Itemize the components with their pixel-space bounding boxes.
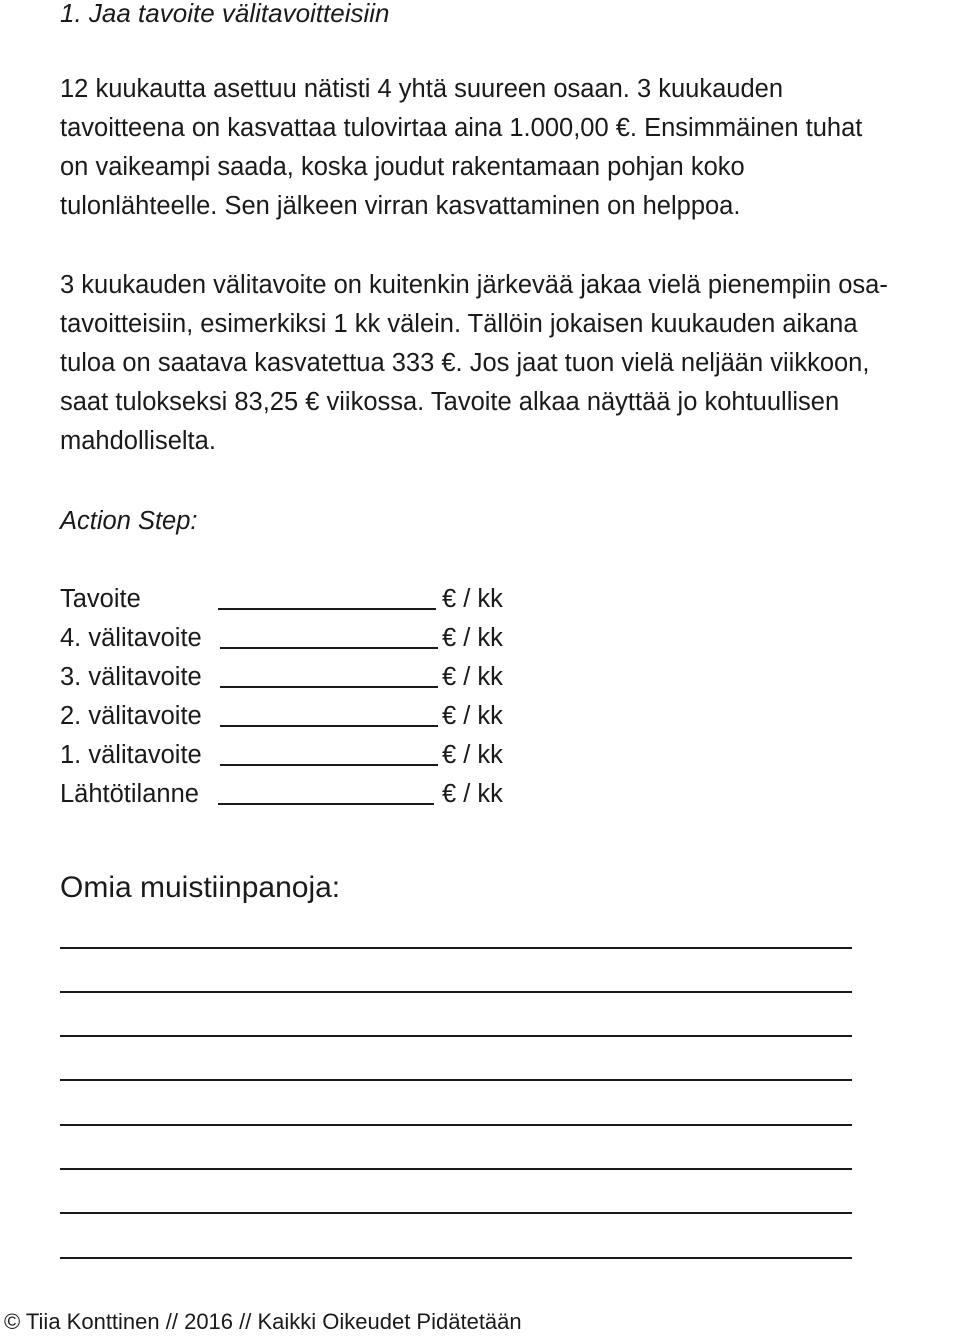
note-line[interactable] xyxy=(60,947,852,949)
goal-step-row xyxy=(60,658,520,697)
paragraph-line: mahdolliselta. xyxy=(60,427,216,455)
note-line[interactable] xyxy=(60,1212,852,1214)
paragraph-line: tuloa on saatava kasvatettua 333 €. Jos jaat tuon vielä neljään viikkoon, xyxy=(60,349,870,377)
paragraph-line: on vaikeampi saada, koska joudut rakentamaan pohjan koko xyxy=(60,153,745,181)
paragraph-line: tulonlähteelle. Sen jälkeen virran kasvattaminen on helppoa. xyxy=(60,192,741,220)
paragraph-line: 3 kuukauden välitavoite on kuitenkin järkevää jakaa vielä pienempiin osa- xyxy=(60,271,888,299)
note-line[interactable] xyxy=(60,1168,852,1170)
step-label: Lähtötilanne xyxy=(60,780,199,808)
paragraph-intro xyxy=(60,70,960,226)
goal-step-row xyxy=(60,619,520,658)
note-line[interactable] xyxy=(60,1257,852,1259)
step-blank-field[interactable] xyxy=(218,608,436,610)
section-heading: 1. Jaa tavoite välitavoitteisiin xyxy=(60,0,390,28)
paragraph-line: tavoitteisiin, esimerkiksi 1 kk välein. Tällöin jokaisen kuukauden aikana xyxy=(60,310,858,338)
step-unit: € / kk xyxy=(442,624,503,652)
step-unit: € / kk xyxy=(442,663,503,691)
step-unit: € / kk xyxy=(442,741,503,769)
goal-step-row xyxy=(60,580,520,619)
step-unit: € / kk xyxy=(442,780,503,808)
step-label: Tavoite xyxy=(60,585,141,613)
step-label: 2. välitavoite xyxy=(60,702,202,730)
goal-step-row xyxy=(60,697,520,736)
paragraph-line: 12 kuukautta asettuu nätisti 4 yhtä suureen osaan. 3 kuukauden xyxy=(60,75,784,103)
step-label: 3. välitavoite xyxy=(60,663,202,691)
step-blank-field[interactable] xyxy=(220,725,438,727)
copyright-footer: © Tiia Konttinen // 2016 // Kaikki Oikeudet Pidätetään xyxy=(4,1309,522,1334)
note-line[interactable] xyxy=(60,1035,852,1037)
note-line[interactable] xyxy=(60,991,852,993)
step-label: 4. välitavoite xyxy=(60,624,202,652)
notes-title: Omia muistiinpanoja: xyxy=(60,871,341,904)
paragraph-line: tavoitteena on kasvattaa tulovirtaa aina 1.000,00 €. Ensimmäinen tuhat xyxy=(60,114,863,142)
goal-step-row xyxy=(60,775,520,814)
step-blank-field[interactable] xyxy=(218,803,434,805)
step-unit: € / kk xyxy=(442,585,503,613)
note-line[interactable] xyxy=(60,1079,852,1081)
step-unit: € / kk xyxy=(442,702,503,730)
note-line[interactable] xyxy=(60,1124,852,1126)
step-blank-field[interactable] xyxy=(220,764,438,766)
step-blank-field[interactable] xyxy=(220,647,438,649)
step-blank-field[interactable] xyxy=(220,686,438,688)
action-step-heading: Action Step: xyxy=(60,507,198,535)
paragraph-breakdown xyxy=(60,266,960,461)
step-label: 1. välitavoite xyxy=(60,741,202,769)
paragraph-line: saat tulokseksi 83,25 € viikossa. Tavoite alkaa näyttää jo kohtuullisen xyxy=(60,388,840,416)
goal-steps-form xyxy=(60,580,520,814)
goal-step-row xyxy=(60,736,520,775)
